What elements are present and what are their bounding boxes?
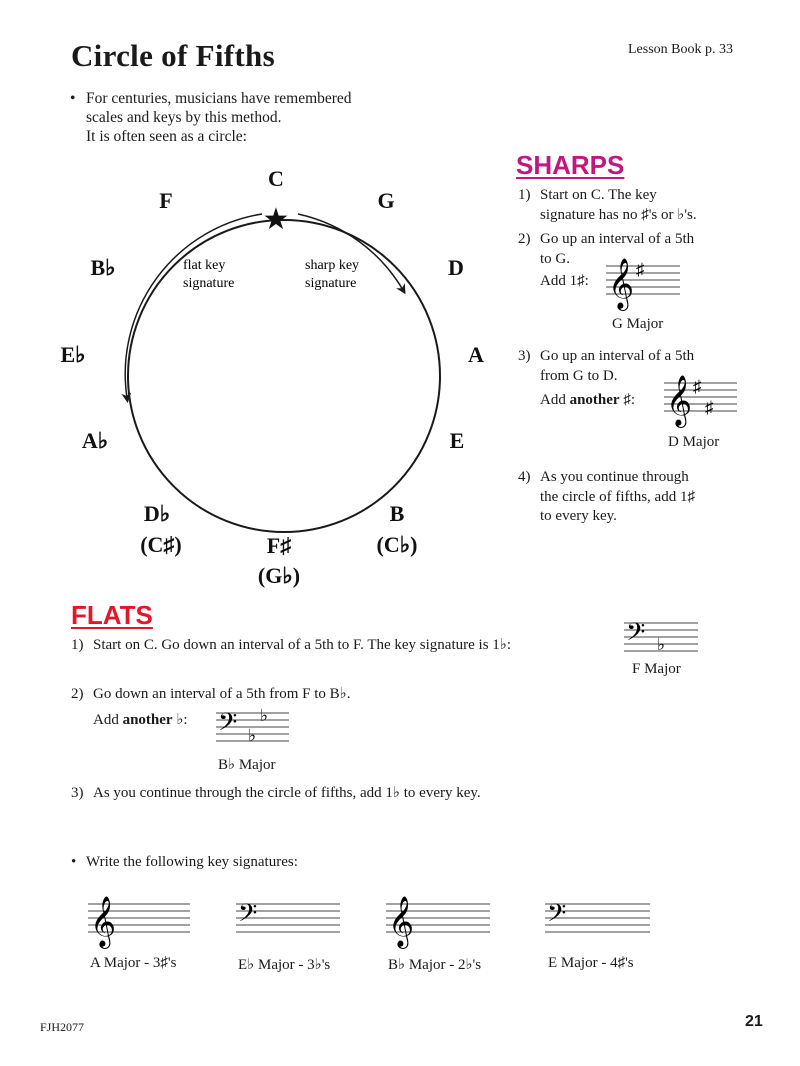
key-b-enharmonic: (C♭) — [376, 532, 418, 557]
exercise-instruction — [71, 854, 298, 871]
add-another-sharp-label — [540, 392, 635, 409]
flat-key-label: flat key — [183, 258, 226, 273]
book-code: FJH2077 — [40, 1020, 85, 1034]
step-line: Go down an interval of a 5th from F to B♭. — [93, 686, 351, 702]
step-line: As you continue through the circle of fifths, add 1♭ to every key. — [93, 785, 481, 801]
sharp-icon: ♯ — [705, 398, 714, 417]
treble-clef-icon: 𝄞 — [666, 376, 693, 425]
f-major-caption: F Major — [632, 661, 681, 677]
sharps-step-4 — [518, 468, 695, 527]
key-e: E — [449, 428, 465, 453]
key-d-flat: D♭ — [143, 501, 171, 526]
add-suffix: ♯: — [623, 392, 636, 408]
treble-clef-icon: 𝄞 — [388, 897, 415, 946]
flats-step-2 — [71, 685, 350, 705]
key-a: A — [468, 342, 484, 367]
star-icon: ★ — [262, 203, 290, 236]
intro-line: It is often seen as a circle: — [86, 128, 247, 145]
step-number: 3) — [518, 348, 531, 364]
key-f-sharp: F♯ — [266, 533, 292, 558]
page-number: 21 — [745, 1013, 763, 1030]
add-prefix: Add — [540, 392, 566, 408]
key-g: G — [377, 188, 395, 213]
flat-direction-arrow — [125, 214, 262, 398]
instruction-text: Write the following key signatures: — [86, 854, 298, 870]
flats-step-3 — [71, 784, 481, 804]
key-f: F — [159, 188, 173, 213]
step-line: the circle of fifths, add 1♯ — [540, 488, 695, 505]
exercise-caption-e-flat-major: E♭ Major - 3♭'s — [238, 957, 331, 973]
bass-clef-icon: 𝄢 — [218, 709, 238, 742]
key-a-flat: A♭ — [81, 428, 109, 453]
add-emphasis: another — [569, 392, 620, 408]
bass-clef-icon: 𝄢 — [238, 900, 258, 933]
step-line: Start on C. Go down an interval of a 5th to F. The key signature is 1♭: — [93, 637, 512, 653]
bullet-icon: • — [70, 90, 76, 107]
sharp-key-label: sharp key — [305, 258, 360, 273]
intro-line: For centuries, musicians have remembered — [86, 90, 352, 107]
step-number: 1) — [518, 187, 531, 203]
sharp-icon: ♯ — [693, 377, 702, 396]
step-line: Go up an interval of a 5th — [540, 231, 695, 247]
step-number: 4) — [518, 469, 531, 485]
step-line: to G. — [540, 250, 570, 267]
key-e-flat: E♭ — [60, 342, 86, 367]
key-b-flat: B♭ — [90, 255, 116, 280]
step-number: 2) — [518, 231, 531, 247]
exercise-caption-e-major: E Major - 4♯'s — [548, 955, 634, 971]
exercise-caption-a-major: A Major - 3♯'s — [90, 955, 177, 971]
key-d-flat-enharmonic: (C♯) — [140, 532, 182, 557]
key-b: B — [389, 501, 405, 526]
b-flat-major-caption: B♭ Major — [218, 757, 276, 773]
sharp-key-label: signature — [305, 276, 357, 291]
add-prefix: Add — [93, 712, 119, 728]
bass-clef-icon: 𝄢 — [547, 900, 567, 933]
lesson-book-reference: Lesson Book p. 33 — [628, 42, 733, 57]
exercise-caption-b-flat-major: B♭ Major - 2♭'s — [388, 957, 482, 973]
step-line: from G to D. — [540, 367, 618, 384]
bullet-icon: • — [71, 854, 77, 870]
sharp-icon: ♯ — [636, 260, 645, 279]
flat-icon: ♭ — [248, 726, 257, 745]
add-emphasis: another — [122, 712, 173, 728]
treble-clef-icon: 𝄞 — [90, 897, 117, 946]
step-line: to every key. — [540, 508, 617, 524]
step-line: Go up an interval of a 5th — [540, 348, 695, 364]
d-major-caption: D Major — [668, 434, 720, 450]
flat-icon: ♭ — [657, 635, 666, 654]
flat-key-label: signature — [183, 276, 235, 291]
step-number: 1) — [71, 637, 84, 653]
add-one-sharp-label: Add 1♯: — [540, 273, 589, 289]
sharps-step-2 — [518, 230, 694, 269]
intro-line: scales and keys by this method. — [86, 109, 282, 126]
flats-heading: FLATS — [71, 600, 153, 630]
step-number: 2) — [71, 686, 84, 702]
step-line: Start on C. The key — [540, 187, 657, 203]
sharps-heading: SHARPS — [516, 150, 625, 180]
key-f-sharp-enharmonic: (G♭) — [257, 563, 301, 588]
g-major-caption: G Major — [612, 316, 664, 332]
treble-clef-icon: 𝄞 — [608, 259, 635, 308]
key-d: D — [448, 255, 464, 280]
flats-step-1 — [71, 636, 511, 656]
sharps-step-1 — [518, 186, 697, 225]
add-another-flat-label — [93, 710, 188, 729]
step-number: 3) — [71, 785, 84, 801]
page-title: Circle of Fifths — [71, 38, 275, 73]
add-suffix: ♭: — [176, 712, 188, 728]
step-line: As you continue through — [540, 469, 689, 485]
circle-outline — [128, 220, 440, 532]
step-line: signature has no ♯'s or ♭'s. — [540, 206, 697, 223]
key-c: C — [268, 166, 284, 191]
sharps-step-3 — [518, 347, 694, 386]
bass-clef-icon: 𝄢 — [626, 619, 646, 652]
flat-icon: ♭ — [260, 706, 269, 725]
